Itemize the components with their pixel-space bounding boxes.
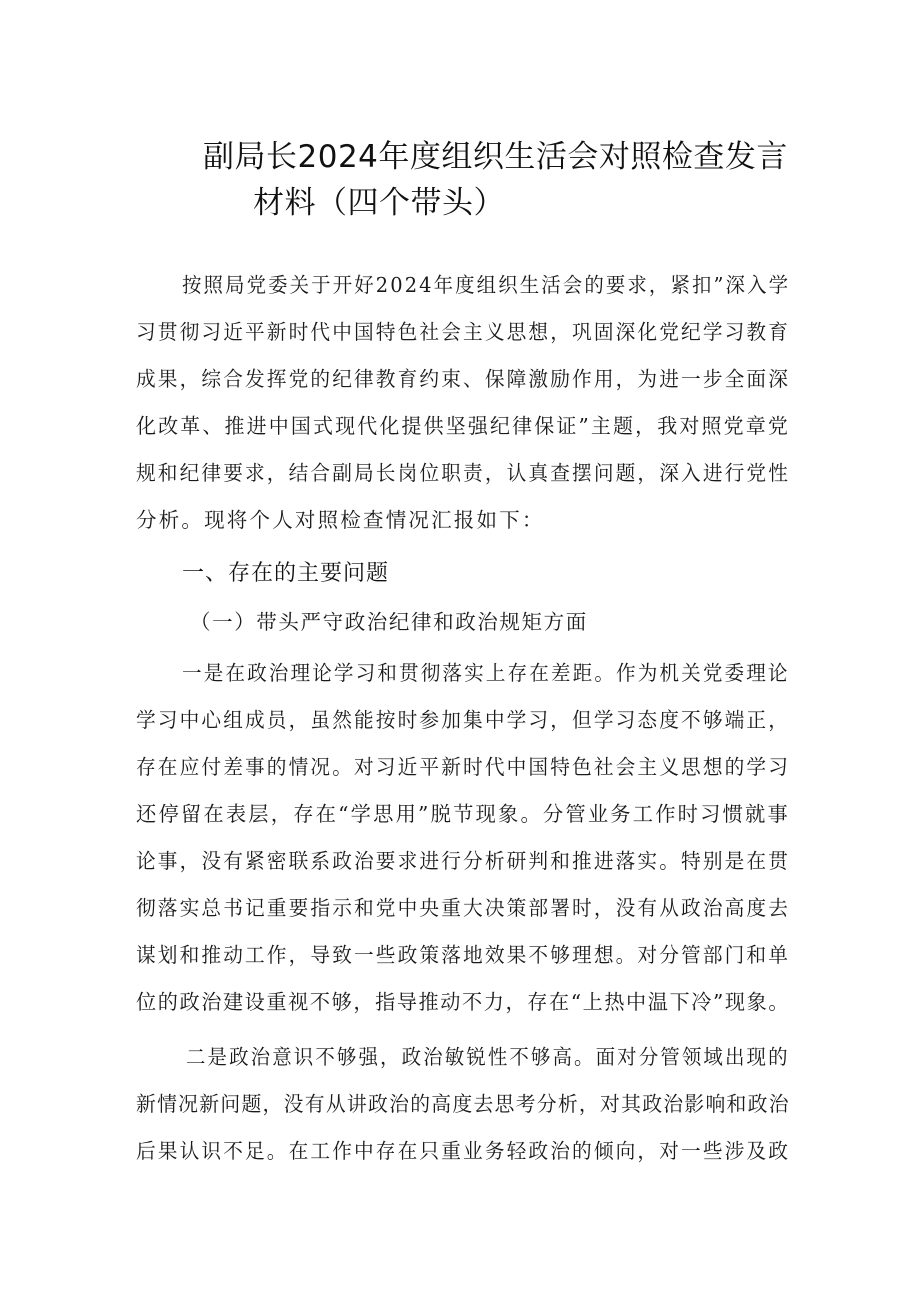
paragraph-line: 存在应付差事的情况。对习近平新时代中国特色社会主义思想的学习 [136, 755, 791, 779]
paragraph-line: 论事，没有紧密联系政治要求进行分析研判和推进落实。特别是在贯 [136, 849, 791, 873]
paragraph-line: 学习中心组成员，虽然能按时参加集中学习，但学习态度不够端正， [136, 708, 791, 732]
intro-line: 规和纪律要求，结合副局长岗位职责，认真查摆问题，深入进行党性 [136, 461, 791, 485]
paragraph-line: 谋划和推动工作，导致一些政策落地效果不够理想。对分管部门和单 [136, 943, 791, 967]
paragraph-line: 二是政治意识不够强，政治敏锐性不够高。面对分管领域出现的 [186, 1045, 790, 1069]
intro-line: 化改革、推进中国式现代化提供坚强纪律保证”主题，我对照党章党 [136, 414, 791, 438]
paragraph-line: 新情况新问题，没有从讲政治的高度去思考分析，对其政治影响和政治 [136, 1092, 790, 1116]
paragraph-line: 位的政治建设重视不够，指导推动不力，存在“上热中温下冷”现象。 [136, 990, 791, 1014]
intro-line: 习贯彻习近平新时代中国特色社会主义思想，巩固深化党纪学习教育 [136, 320, 791, 344]
document-title-line-1: 副局长2024年度组织生活会对照检查发言 [203, 139, 788, 175]
paragraph-line: 彻落实总书记重要指示和党中央重大决策部署时，没有从政治高度去 [136, 896, 791, 920]
subsection-heading: （一）带头严守政治纪律和政治规矩方面 [190, 610, 588, 634]
section-heading: 一、存在的主要问题 [182, 561, 390, 586]
intro-line: 按照局党委关于开好2024年度组织生活会的要求，紧扣”深入学 [182, 273, 791, 297]
paragraph-line: 还停留在表层，存在“学思用”脱节现象。分管业务工作时习惯就事 [136, 802, 790, 826]
intro-line: 分析。现将个人对照检查情况汇报如下： [136, 508, 545, 532]
paragraph-line: 一是在政治理论学习和贯彻落实上存在差距。作为机关党委理论 [182, 661, 790, 685]
document-title-line-2: 材料（四个带头） [253, 185, 505, 221]
paragraph-line: 后果认识不足。在工作中存在只重业务轻政治的倾向，对一些涉及政 [136, 1139, 791, 1163]
intro-line: 成果，综合发挥党的纪律教育约束、保障激励作用，为进一步全面深 [136, 367, 791, 391]
